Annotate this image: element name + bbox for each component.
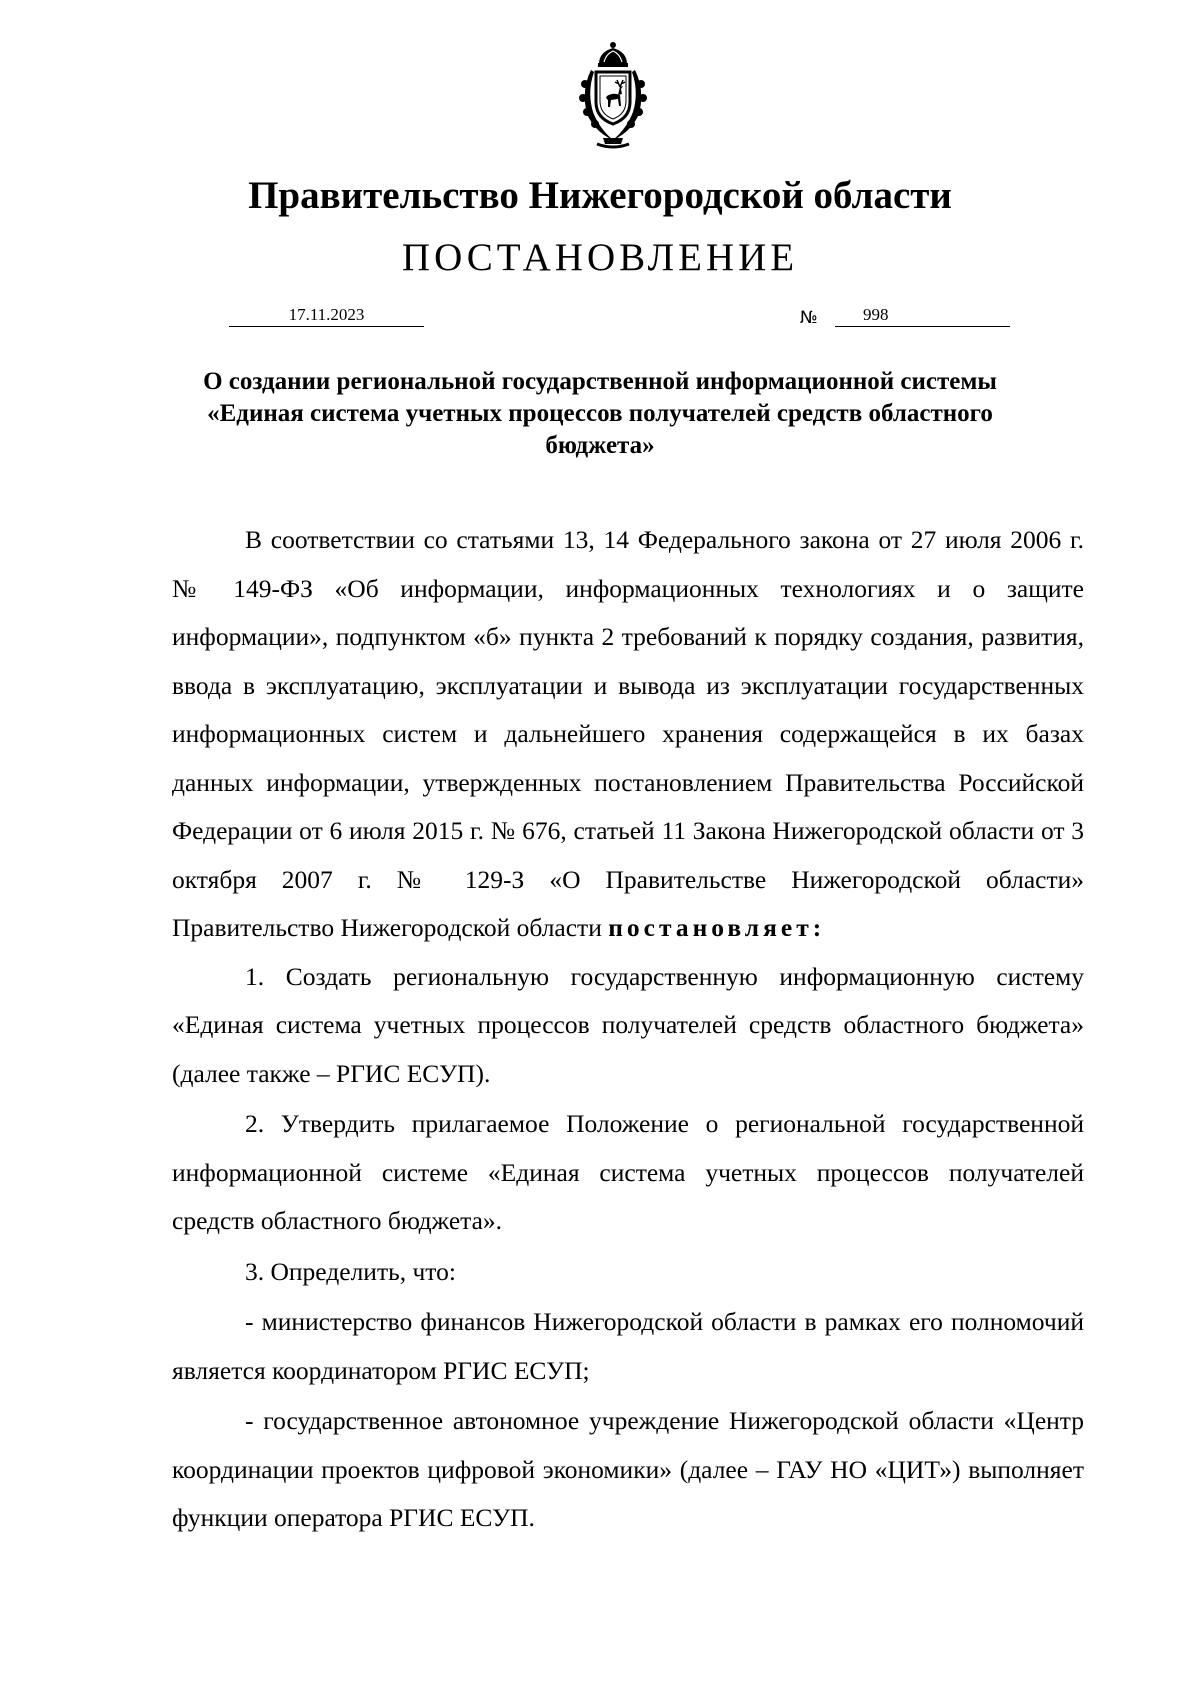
document-number: 998 — [835, 304, 1010, 327]
paragraph-3-item-b: - государственное автономное учреждение Нижегородской области «Центр координации проектов цифровой экономики» (далее – ГАУ НО «ЦИТ») выполняет функции оператора РГИС ЕСУП. — [172, 1406, 1084, 1532]
document-subject: О создании региональной государственной информационной системы «Единая система учетных процессов получателей средств областного бюджета» — [203, 368, 997, 459]
intro-paragraph — [172, 516, 1084, 953]
crown-icon — [598, 42, 628, 67]
paragraph-2: 2. Утвердить прилагаемое Положение о региональной государственной информационной системе «Единая система учетных процессов получателей средств областного бюджета». — [172, 1109, 1084, 1235]
paragraph-1: 1. Создать региональную государственную информационную систему «Единая система учетных процессов получателей средств областного бюджета» (далее также – РГИС ЕСУП). — [172, 961, 1084, 1088]
decree-word: постановляет: — [608, 913, 826, 942]
paragraph-3-item-a: - министерство финансов Нижегородской области в рамках его полномочий является координатором РГИС ЕСУП; — [172, 1307, 1084, 1385]
intro-text: В соответствии со статьями 13, 14 Федерального закона от 27 июля 2006 г. № 149-ФЗ «Об информации, информационных технологиях и о защите информации», подпунктом «б» пункта 2 требований к порядку создания, развития, ввода в эксплуатацию, эксплуатации и вывода из эксплуатации государственных информационных систем и дальнейшего хранения содержащейся в их базах данных информации, утвержденных постановлением Правительства Российской Федерации от 6 июля 2015 г. № 676, статьей 11 Закона Нижегородской области от 3 октября 2007 г. № 129-З «О Правительстве Нижегородской области» Правительство Нижегородской области — [172, 525, 1084, 942]
coat-of-arms-emblem — [563, 40, 663, 152]
paragraph-3: 3. Определить, что: — [245, 1256, 456, 1286]
government-title: Правительство Нижегородской области — [248, 174, 952, 217]
document-type: ПОСТАНОВЛЕНИЕ — [401, 236, 799, 279]
document-body — [172, 516, 1084, 1543]
number-label: № — [800, 308, 818, 328]
document-date: 17.11.2023 — [229, 304, 424, 327]
